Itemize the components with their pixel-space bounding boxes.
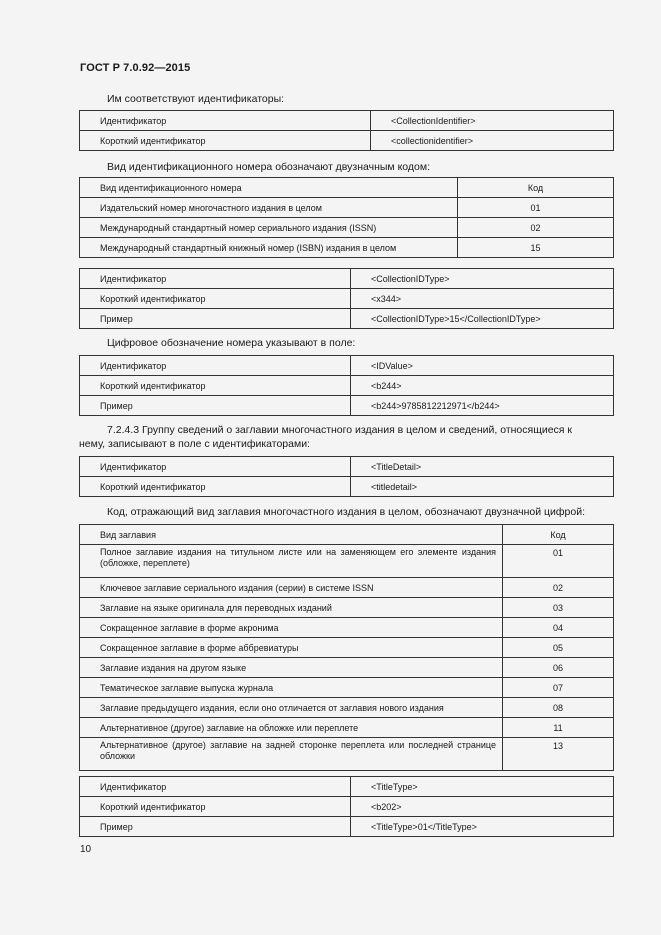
- table-row: [80, 309, 614, 329]
- table-row: [80, 457, 614, 477]
- cell: 01: [503, 545, 614, 578]
- paragraph-title-type-intro: Код, отражающий вид заглавия многочастного издания в целом, обозначают двузначной цифрой:: [107, 506, 585, 518]
- table-row: [80, 598, 614, 618]
- cell: Заглавие на языке оригинала для переводных изданий: [80, 598, 503, 618]
- table-title-type: [79, 776, 614, 837]
- table-row: [80, 578, 614, 598]
- cell: <TitleType>: [351, 777, 614, 797]
- table-row: [80, 289, 614, 309]
- table-row: [80, 698, 614, 718]
- cell: Идентификатор: [80, 269, 351, 289]
- cell: Короткий идентификатор: [80, 289, 351, 309]
- cell: <IDValue>: [351, 356, 614, 376]
- table-collection-id-type: [79, 268, 614, 329]
- table-row: [80, 618, 614, 638]
- table-row: [80, 356, 614, 376]
- cell: Тематическое заглавие выпуска журнала: [80, 678, 503, 698]
- table-row: [80, 218, 614, 238]
- paragraph-id-value-intro: Цифровое обозначение номера указывают в поле:: [107, 337, 356, 349]
- table-row: [80, 269, 614, 289]
- cell: <CollectionIDType>: [351, 269, 614, 289]
- cell: Короткий идентификатор: [80, 376, 351, 396]
- cell: <b202>: [351, 797, 614, 817]
- cell: 07: [503, 678, 614, 698]
- table-row: [80, 797, 614, 817]
- table-row: [80, 738, 614, 771]
- cell: Международный стандартный номер сериального издания (ISSN): [80, 218, 458, 238]
- table-row: [80, 477, 614, 497]
- cell: 13: [503, 738, 614, 771]
- cell: Идентификатор: [80, 111, 371, 131]
- paragraph-section-7-2-4-3-line2: нему, записывают в поле с идентификаторами:: [79, 438, 310, 450]
- cell: Сокращенное заглавие в форме акронима: [80, 618, 503, 638]
- table-row: [80, 376, 614, 396]
- table-row: [80, 718, 614, 738]
- paragraph-id-type-intro: Вид идентификационного номера обозначают двузначным кодом:: [107, 161, 430, 173]
- standard-header: ГОСТ Р 7.0.92—2015: [80, 62, 191, 74]
- table-header-row: [80, 525, 614, 545]
- column-header: Код: [503, 525, 614, 545]
- cell: <b244>: [351, 376, 614, 396]
- cell: 03: [503, 598, 614, 618]
- cell: 06: [503, 658, 614, 678]
- cell: <CollectionIDType>15</CollectionIDType>: [351, 309, 614, 329]
- column-header: Вид идентификационного номера: [80, 178, 458, 198]
- cell: <b244>9785812212971</b244>: [351, 396, 614, 416]
- cell: Ключевое заглавие сериального издания (серии) в системе ISSN: [80, 578, 503, 598]
- cell: Короткий идентификатор: [80, 131, 371, 151]
- table-row: [80, 396, 614, 416]
- cell: 02: [458, 218, 614, 238]
- cell: Идентификатор: [80, 777, 351, 797]
- table-id-value: [79, 355, 614, 416]
- table-row: [80, 658, 614, 678]
- column-header: Вид заглавия: [80, 525, 503, 545]
- cell: Идентификатор: [80, 356, 351, 376]
- table-row: [80, 131, 614, 151]
- table-header-row: [80, 178, 614, 198]
- cell: Сокращенное заглавие в форме аббревиатуры: [80, 638, 503, 658]
- cell: Пример: [80, 817, 351, 837]
- cell: Идентификатор: [80, 457, 351, 477]
- cell: Полное заглавие издания на титульном листе или на заменяющем его элементе издания (обложке, переплете): [80, 545, 503, 578]
- cell: 04: [503, 618, 614, 638]
- cell: <collectionidentifier>: [371, 131, 614, 151]
- cell: Альтернативное (другое) заглавие на задней сторонке переплета или последней странице обложки: [80, 738, 503, 771]
- cell: Заглавие издания на другом языке: [80, 658, 503, 678]
- table-row: [80, 111, 614, 131]
- table-title-type-codes: [79, 524, 614, 771]
- table-row: [80, 545, 614, 578]
- cell: 15: [458, 238, 614, 258]
- cell: <x344>: [351, 289, 614, 309]
- cell: 02: [503, 578, 614, 598]
- cell: Пример: [80, 309, 351, 329]
- cell: Пример: [80, 396, 351, 416]
- table-row: [80, 678, 614, 698]
- table-collection-identifier: [79, 110, 614, 151]
- table-row: [80, 817, 614, 837]
- cell: <TitleType>01</TitleType>: [351, 817, 614, 837]
- paragraph-section-7-2-4-3-line1: 7.2.4.3 Группу сведений о заглавии многочастного издания в целом и сведений, относящиеся к: [107, 424, 572, 436]
- table-row: [80, 777, 614, 797]
- table-row: [80, 638, 614, 658]
- cell: 01: [458, 198, 614, 218]
- page-number: 10: [80, 844, 92, 855]
- cell: <TitleDetail>: [351, 457, 614, 477]
- cell: Заглавие предыдущего издания, если оно отличается от заглавия нового издания: [80, 698, 503, 718]
- cell: 08: [503, 698, 614, 718]
- cell: <titledetail>: [351, 477, 614, 497]
- paragraph-identifiers-intro: Им соответствуют идентификаторы:: [107, 93, 285, 105]
- cell: Международный стандартный книжный номер (ISBN) издания в целом: [80, 238, 458, 258]
- cell: 11: [503, 718, 614, 738]
- table-title-detail: [79, 456, 614, 497]
- cell: <CollectionIdentifier>: [371, 111, 614, 131]
- table-id-type-codes: [79, 177, 614, 258]
- cell: Альтернативное (другое) заглавие на обложке или переплете: [80, 718, 503, 738]
- table-row: [80, 238, 614, 258]
- cell: Издательский номер многочастного издания в целом: [80, 198, 458, 218]
- column-header: Код: [458, 178, 614, 198]
- cell: 05: [503, 638, 614, 658]
- table-row: [80, 198, 614, 218]
- cell: Короткий идентификатор: [80, 477, 351, 497]
- cell: Короткий идентификатор: [80, 797, 351, 817]
